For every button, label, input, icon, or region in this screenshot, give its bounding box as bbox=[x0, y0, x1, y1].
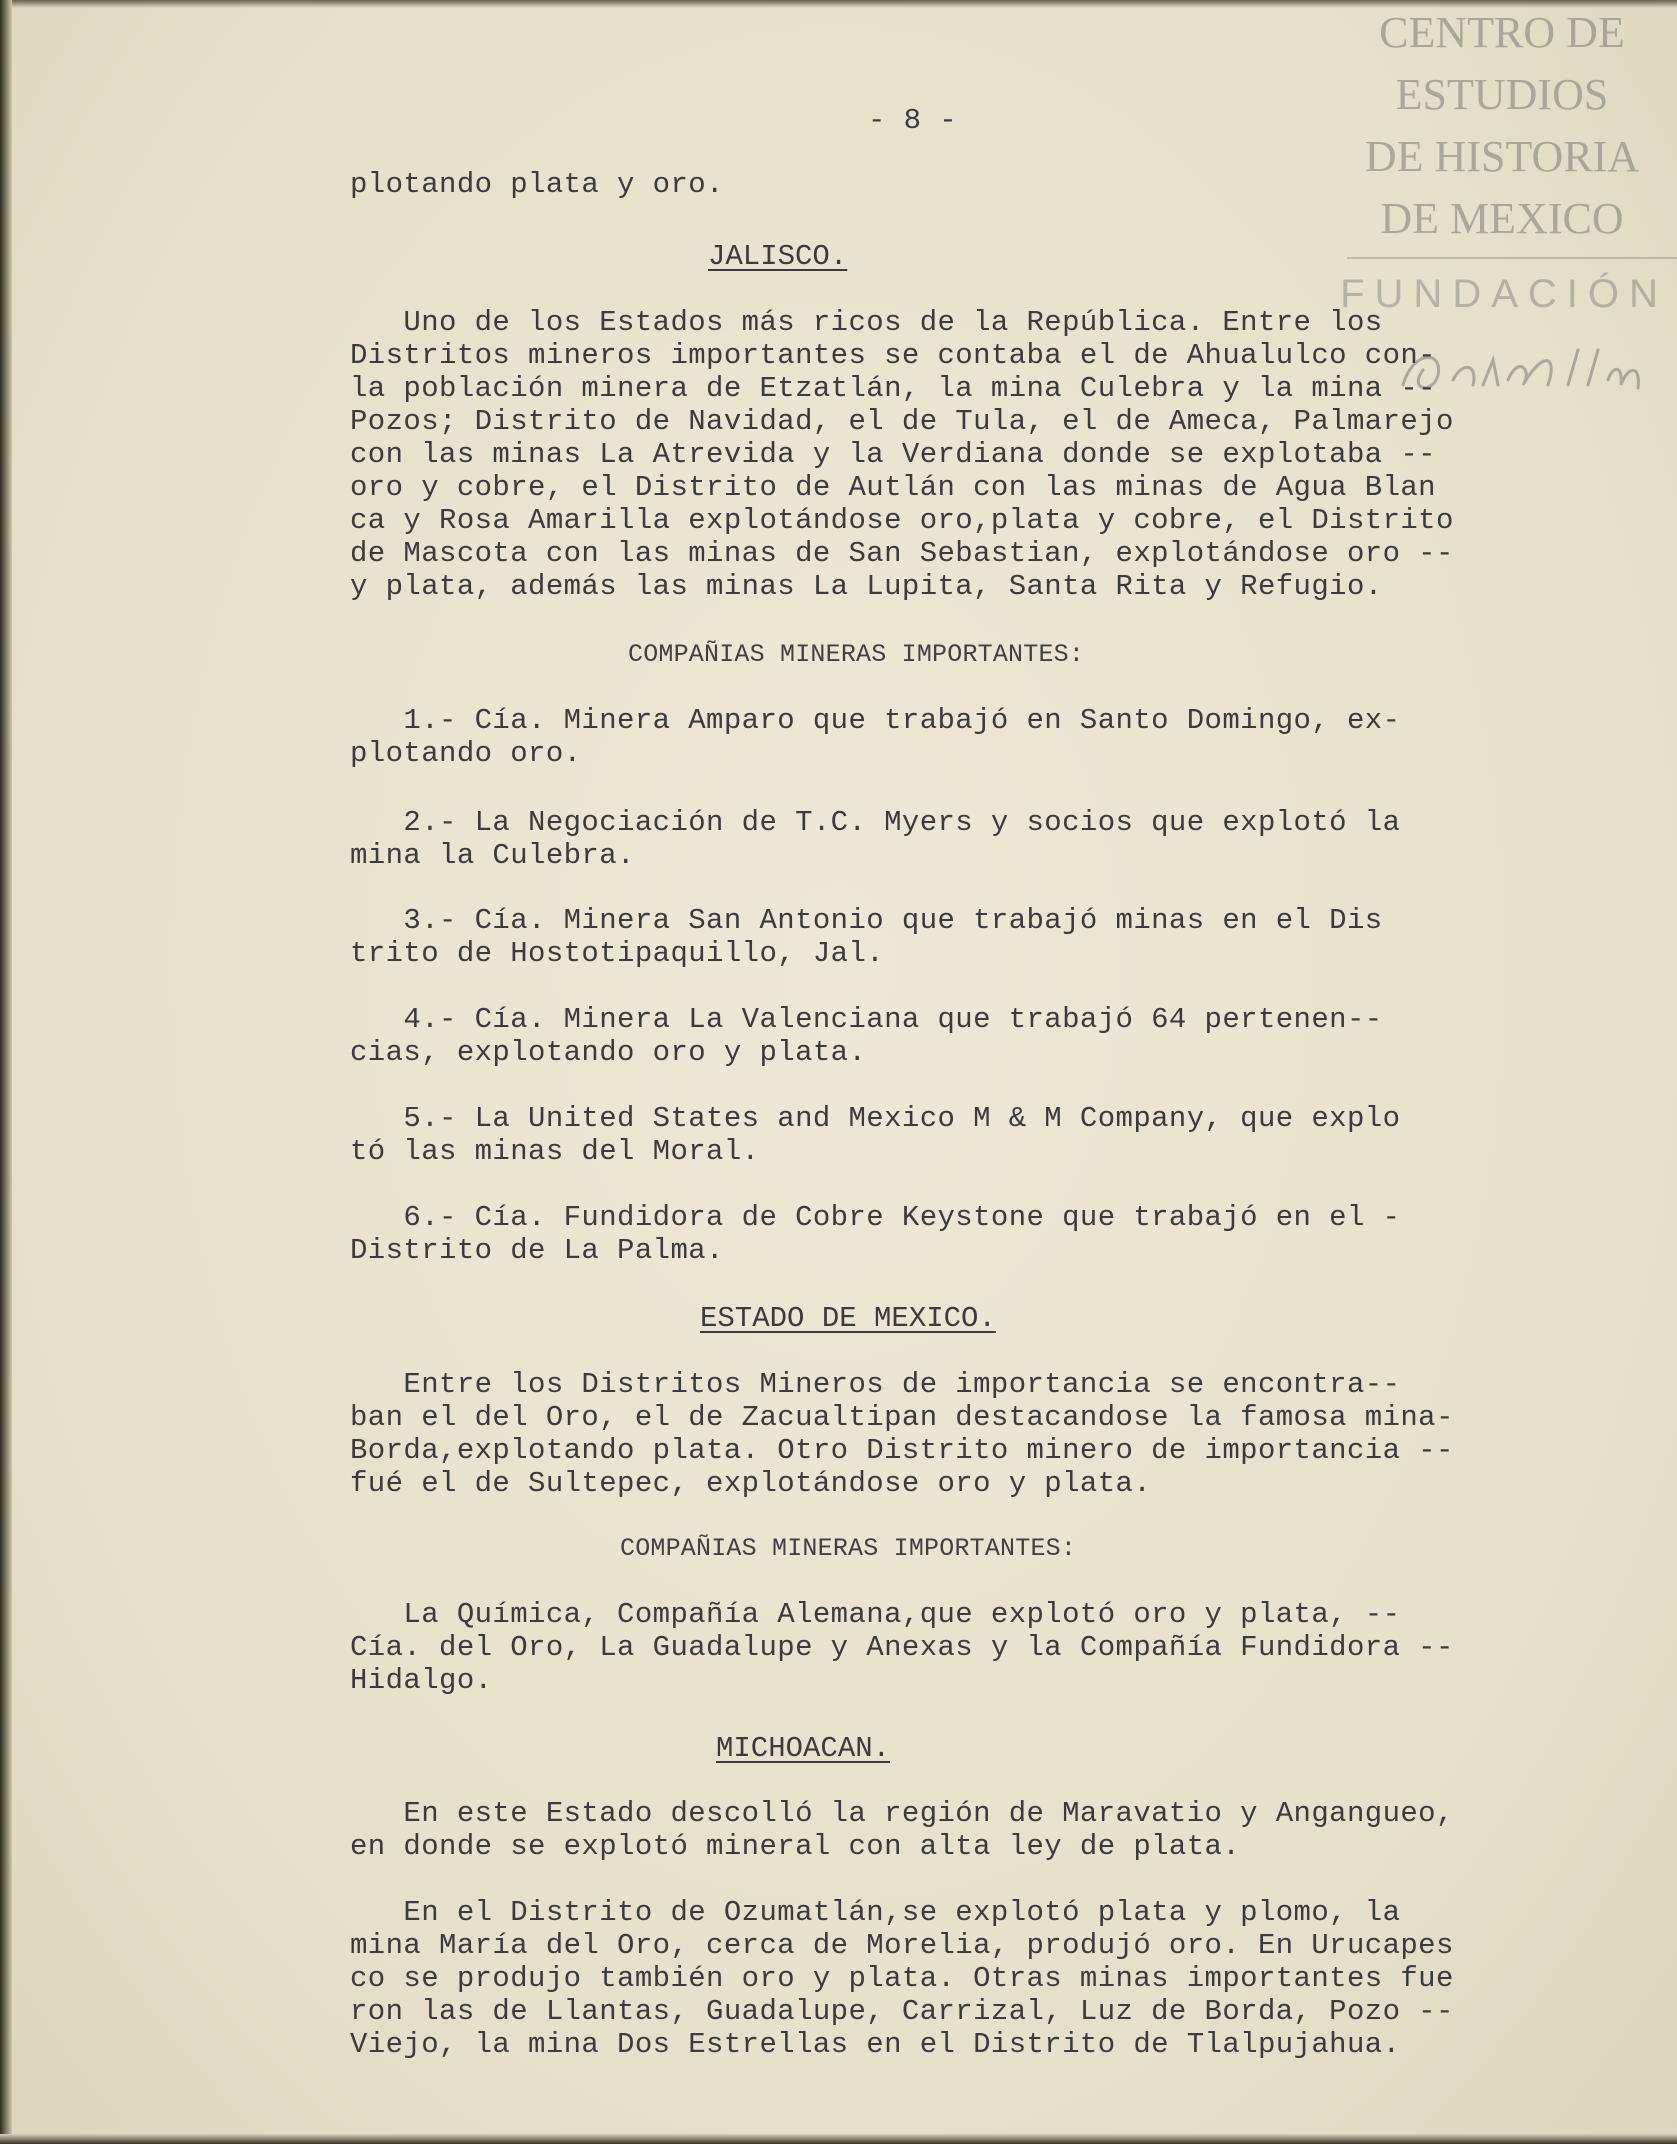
jalisco-paragraph-line: Pozos; Distrito de Navidad, el de Tula, el de Ameca, Palmarejo bbox=[350, 405, 1454, 438]
section-title-michoacan: MICHOACAN. bbox=[716, 1732, 891, 1765]
michoacan-paragraph-line: ron las de Llantas, Guadalupe, Carrizal, Luz de Borda, Pozo -- bbox=[350, 1995, 1454, 2028]
jalisco-company-item: cias, explotando oro y plata. bbox=[350, 1036, 867, 1069]
estado-mexico-paragraph-line: Borda,explotando plata. Otro Distrito minero de importancia -- bbox=[350, 1434, 1454, 1467]
jalisco-company-item: tó las minas del Moral. bbox=[350, 1135, 760, 1168]
jalisco-paragraph-line: oro y cobre, el Distrito de Autlán con las minas de Agua Blan bbox=[350, 471, 1436, 504]
watermark-line: CENTRO DE bbox=[1379, 8, 1625, 57]
jalisco-paragraph-line: de Mascota con las minas de San Sebastian, explotándose oro -- bbox=[350, 537, 1454, 570]
jalisco-company-item: 6.- Cía. Fundidora de Cobre Keystone que trabajó en el - bbox=[350, 1201, 1401, 1234]
page-number: - 8 - bbox=[868, 104, 958, 137]
estado-mexico-paragraph-line: Entre los Distritos Mineros de importancia se encontra-- bbox=[350, 1368, 1401, 1401]
michoacan-paragraph-line: mina María del Oro, cerca de Morelia, produjó oro. En Urucapes bbox=[350, 1929, 1454, 1962]
michoacan-paragraph-line: En este Estado descolló la región de Maravatio y Angangueo, bbox=[350, 1797, 1454, 1830]
jalisco-company-item: 1.- Cía. Minera Amparo que trabajó en Santo Domingo, ex- bbox=[350, 704, 1401, 737]
estado-mexico-paragraph-line: ban el del Oro, el de Zacualtipan destacandose la famosa mina- bbox=[350, 1401, 1454, 1434]
section-title-estado-mexico: ESTADO DE MEXICO. bbox=[700, 1302, 996, 1335]
jalisco-company-item: 2.- La Negociación de T.C. Myers y socios que explotó la bbox=[350, 806, 1401, 839]
intro-line: plotando plata y oro. bbox=[350, 168, 724, 201]
jalisco-paragraph-line: Distritos mineros importantes se contaba el de Ahualulco con- bbox=[350, 339, 1436, 372]
watermark-line: DE MEXICO bbox=[1380, 194, 1624, 243]
estado-mexico-companies-line: Cía. del Oro, La Guadalupe y Anexas y la Compañía Fundidora -- bbox=[350, 1631, 1454, 1664]
jalisco-company-item: Distrito de La Palma. bbox=[350, 1234, 724, 1267]
jalisco-company-item: 5.- La United States and Mexico M & M Company, que explo bbox=[350, 1102, 1401, 1135]
jalisco-paragraph-line: con las minas La Atrevida y la Verdiana donde se explotaba -- bbox=[350, 438, 1436, 471]
scan-left-edge bbox=[0, 0, 12, 2144]
watermark-line: ESTUDIOS bbox=[1395, 70, 1609, 119]
jalisco-company-item: mina la Culebra. bbox=[350, 839, 635, 872]
jalisco-company-item: 3.- Cía. Minera San Antonio que trabajó minas en el Dis bbox=[350, 904, 1383, 937]
scan-bottom-edge bbox=[0, 2134, 1677, 2144]
estado-mexico-companies-line: Hidalgo. bbox=[350, 1664, 493, 1697]
michoacan-paragraph-line: En el Distrito de Ozumatlán,se explotó plata y plomo, la bbox=[350, 1896, 1401, 1929]
jalisco-paragraph-line: Uno de los Estados más ricos de la República. Entre los bbox=[350, 306, 1383, 339]
jalisco-company-item: 4.- Cía. Minera La Valenciana que trabajó 64 pertenen-- bbox=[350, 1003, 1383, 1036]
watermark-line: DE HISTORIA bbox=[1364, 132, 1640, 181]
watermark-divider bbox=[1347, 257, 1677, 259]
estado-mexico-paragraph-line: fué el de Sultepec, explotándose oro y plata. bbox=[350, 1467, 1152, 1500]
michoacan-paragraph-line: Viejo, la mina Dos Estrellas en el Distrito de Tlalpujahua. bbox=[350, 2028, 1401, 2061]
jalisco-paragraph-line: la población minera de Etzatlán, la mina Culebra y la mina -- bbox=[350, 372, 1436, 405]
jalisco-company-item: trito de Hostotipaquillo, Jal. bbox=[350, 937, 885, 970]
jalisco-company-item: plotando oro. bbox=[350, 737, 582, 770]
estado-mexico-companies-title: COMPAÑIAS MINERAS IMPORTANTES: bbox=[620, 1534, 1077, 1563]
section-title-jalisco: JALISCO. bbox=[708, 240, 848, 273]
jalisco-paragraph-line: y plata, además las minas La Lupita, Santa Rita y Refugio. bbox=[350, 570, 1383, 603]
archive-watermark bbox=[1337, 2, 1667, 250]
michoacan-paragraph-line: en donde se explotó mineral con alta ley de plata. bbox=[350, 1830, 1241, 1863]
estado-mexico-companies-line: La Química, Compañía Alemana,que explotó oro y plata, -- bbox=[350, 1598, 1401, 1631]
watermark-fundacion: FUNDACIÓN bbox=[1340, 272, 1668, 316]
jalisco-paragraph-line: ca y Rosa Amarilla explotándose oro,plata y cobre, el Distrito bbox=[350, 504, 1454, 537]
jalisco-companies-title: COMPAÑIAS MINERAS IMPORTANTES: bbox=[628, 640, 1085, 669]
michoacan-paragraph-line: co se produjo también oro y plata. Otras minas importantes fue bbox=[350, 1962, 1454, 1995]
